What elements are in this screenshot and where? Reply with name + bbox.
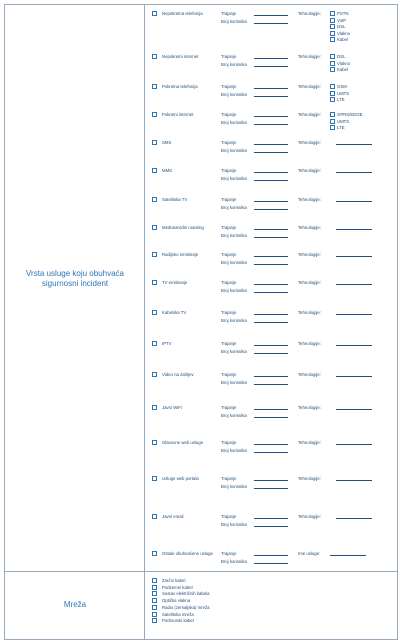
service-row	[148, 252, 394, 274]
technology-option: Vlakno	[337, 30, 351, 36]
technologies-label: Tehnologije:	[298, 225, 321, 230]
service-row	[148, 54, 394, 76]
service-checkbox[interactable]	[152, 405, 157, 410]
service-name: TV emitiranje	[162, 280, 188, 285]
service-row	[148, 112, 394, 134]
technology-option: Vlakno	[337, 60, 351, 66]
user-count-field[interactable]	[254, 292, 288, 293]
technologies-label: Tehnologije:	[298, 280, 321, 285]
service-checkbox[interactable]	[152, 551, 157, 556]
technology-checkbox[interactable]	[330, 119, 335, 124]
user-count-field[interactable]	[254, 124, 288, 125]
service-name-label: Ime usluge:	[298, 551, 321, 556]
technologies-field[interactable]	[336, 201, 372, 202]
duration-field[interactable]	[254, 172, 288, 173]
technology-checkbox[interactable]	[330, 125, 335, 130]
duration-label: Trajanje	[221, 372, 237, 377]
service-name: Usluge web portala	[162, 476, 199, 481]
technology-option: PSTN	[337, 11, 349, 16]
user-count-label: Broj korisnika	[221, 349, 247, 354]
network-option: Zračni kabel	[162, 578, 186, 583]
service-checkbox[interactable]	[152, 341, 157, 346]
user-count-field[interactable]	[254, 96, 288, 97]
service-row	[148, 405, 394, 427]
column-divider	[144, 4, 145, 640]
service-row	[148, 310, 394, 332]
duration-label: Trajanje	[221, 551, 237, 556]
user-count-label: Broj korisnika	[221, 233, 247, 238]
network-label: Mreža	[63, 600, 87, 609]
user-count-field[interactable]	[254, 417, 288, 418]
technologies-label: Tehnologije:	[298, 84, 321, 89]
user-count-field[interactable]	[254, 384, 288, 385]
network-option: Radio (zemaljska) mreža	[162, 604, 210, 610]
duration-field[interactable]	[254, 88, 288, 89]
duration-label: Trajanje	[221, 440, 237, 445]
service-row	[148, 84, 394, 106]
technology-checkbox[interactable]	[330, 84, 335, 89]
network-option: Podzemni kabel	[162, 584, 193, 590]
user-count-label: Broj korisnika	[221, 318, 247, 323]
service-name: Međunarodni roaming	[162, 225, 204, 230]
network-checkbox[interactable]	[152, 618, 157, 623]
technologies-field[interactable]	[336, 314, 372, 315]
service-checkbox[interactable]	[152, 252, 157, 257]
technologies-label: Tehnologije:	[298, 54, 321, 59]
network-checkbox[interactable]	[152, 598, 157, 603]
technology-option: UMTS	[337, 118, 350, 124]
network-checkbox[interactable]	[152, 578, 157, 583]
service-checkbox[interactable]	[152, 476, 157, 481]
duration-field[interactable]	[254, 284, 288, 285]
technologies-label: Tehnologije:	[298, 372, 321, 377]
service-checkbox[interactable]	[152, 440, 157, 445]
network-checkbox[interactable]	[152, 612, 157, 617]
service-row	[148, 372, 394, 394]
user-count-label: Broj korisnika	[221, 62, 247, 67]
user-count-label: Broj korisnika	[221, 288, 247, 293]
technology-checkbox[interactable]	[330, 112, 335, 117]
technology-checkbox[interactable]	[330, 54, 335, 59]
user-count-label: Broj korisnika	[221, 205, 247, 210]
technologies-label: Tehnologije:	[298, 341, 321, 346]
technology-option: UMTS	[337, 90, 350, 96]
user-count-label: Broj korisnika	[221, 92, 247, 97]
service-checkbox[interactable]	[152, 168, 157, 173]
duration-field[interactable]	[254, 15, 288, 16]
technologies-field[interactable]	[336, 376, 372, 377]
network-checkbox[interactable]	[152, 605, 157, 610]
technologies-field[interactable]	[336, 172, 372, 173]
user-count-field[interactable]	[254, 66, 288, 67]
network-option: Sustav električnih kabela	[162, 591, 210, 597]
service-checkbox[interactable]	[152, 54, 157, 59]
duration-field[interactable]	[254, 144, 288, 145]
service-checkbox[interactable]	[152, 225, 157, 230]
technology-checkbox[interactable]	[330, 91, 335, 96]
service-checkbox[interactable]	[152, 84, 157, 89]
service-type-label: Vrsta usluge koju obuhvaća sigurnosni incident	[26, 269, 124, 288]
network-option: Satelitska mreža	[162, 611, 194, 617]
service-name-field[interactable]	[330, 555, 366, 556]
service-row	[148, 168, 394, 190]
service-row	[148, 225, 394, 247]
service-name: Radijsko emitiranje	[162, 252, 199, 257]
service-name: Nepokretni internet	[162, 54, 199, 59]
technology-checkbox[interactable]	[330, 97, 335, 102]
user-count-field[interactable]	[254, 526, 288, 527]
technology-option: Kabel	[337, 67, 348, 72]
service-checkbox[interactable]	[152, 140, 157, 145]
service-row	[148, 514, 394, 536]
service-name: Javni email	[162, 514, 184, 519]
service-checkbox[interactable]	[152, 310, 157, 315]
technologies-label: Tehnologije:	[298, 252, 321, 257]
service-name: Ostale obuhvaćene usluge	[162, 551, 213, 556]
technologies-label: Tehnologije:	[298, 514, 321, 519]
user-count-field[interactable]	[254, 180, 288, 181]
user-count-field[interactable]	[254, 152, 288, 153]
duration-label: Trajanje	[221, 252, 237, 257]
technologies-label: Tehnologije:	[298, 476, 321, 481]
duration-label: Trajanje	[221, 54, 237, 59]
user-count-label: Broj korisnika	[221, 148, 247, 153]
user-count-field[interactable]	[254, 353, 288, 354]
technologies-field[interactable]	[336, 480, 372, 481]
network-option: Optička vlakna	[162, 598, 191, 604]
user-count-field[interactable]	[254, 209, 288, 210]
technologies-field[interactable]	[336, 345, 372, 346]
service-name: Pokretna telefonija	[162, 84, 198, 89]
user-count-label: Broj korisnika	[221, 484, 247, 489]
technology-checkbox[interactable]	[330, 31, 335, 36]
service-name: Glasovne web usluge	[162, 440, 204, 445]
duration-field[interactable]	[254, 256, 288, 257]
technology-checkbox[interactable]	[330, 61, 335, 66]
technologies-label: Tehnologije:	[298, 11, 321, 16]
service-checkbox[interactable]	[152, 280, 157, 285]
user-count-label: Broj korisnika	[221, 448, 247, 453]
technologies-label: Tehnologije:	[298, 405, 321, 410]
user-count-label: Broj korisnika	[221, 19, 247, 24]
user-count-label: Broj korisnika	[221, 559, 247, 564]
technologies-field[interactable]	[336, 256, 372, 257]
duration-field[interactable]	[254, 201, 288, 202]
user-count-field[interactable]	[254, 264, 288, 265]
user-count-field[interactable]	[254, 488, 288, 489]
service-checkbox[interactable]	[152, 372, 157, 377]
service-checkbox[interactable]	[152, 197, 157, 202]
technology-checkbox[interactable]	[330, 37, 335, 42]
service-name: Javni WiFi	[162, 405, 182, 410]
duration-label: Trajanje	[221, 310, 237, 315]
technologies-field[interactable]	[336, 284, 372, 285]
service-name: Pokretni internet	[162, 112, 194, 117]
duration-label: Trajanje	[221, 112, 237, 117]
duration-field[interactable]	[254, 555, 288, 556]
technology-option: GPRS/EDGE	[337, 112, 363, 117]
duration-label: Trajanje	[221, 84, 237, 89]
technology-option: Kabel	[337, 37, 348, 42]
duration-label: Trajanje	[221, 197, 237, 202]
duration-field[interactable]	[254, 376, 288, 377]
service-name: MMS	[162, 168, 173, 173]
technology-checkbox[interactable]	[330, 67, 335, 72]
technology-option: DSL	[337, 54, 346, 59]
technologies-field[interactable]	[336, 444, 372, 445]
duration-label: Trajanje	[221, 405, 237, 410]
technologies-label: Tehnologije:	[298, 140, 321, 145]
service-row	[148, 280, 394, 302]
duration-field[interactable]	[254, 480, 288, 481]
duration-field[interactable]	[254, 58, 288, 59]
service-checkbox[interactable]	[152, 514, 157, 519]
technologies-label: Tehnologije:	[298, 168, 321, 173]
service-checkbox[interactable]	[152, 11, 157, 16]
user-count-label: Broj korisnika	[221, 413, 247, 418]
service-name: Satelitska TV	[162, 197, 188, 202]
duration-label: Trajanje	[221, 280, 237, 285]
duration-field[interactable]	[254, 314, 288, 315]
duration-label: Trajanje	[221, 341, 237, 346]
network-option: Podmorski kabel	[162, 618, 194, 624]
service-row	[148, 440, 394, 462]
technologies-field[interactable]	[336, 518, 372, 519]
service-name: SMS	[162, 140, 172, 145]
network-checkbox[interactable]	[152, 591, 157, 596]
duration-label: Trajanje	[221, 168, 237, 173]
user-count-field[interactable]	[254, 563, 288, 564]
service-row	[148, 551, 394, 573]
duration-label: Trajanje	[221, 225, 237, 230]
technology-checkbox[interactable]	[330, 24, 335, 29]
service-row	[148, 11, 394, 42]
technology-option: GSM	[337, 84, 347, 89]
service-name: Video na zahtjev	[162, 372, 194, 377]
duration-field[interactable]	[254, 444, 288, 445]
technology-checkbox[interactable]	[330, 18, 335, 23]
technologies-label: Tehnologije:	[298, 310, 321, 315]
duration-label: Trajanje	[221, 11, 237, 16]
network-checkbox[interactable]	[152, 585, 157, 590]
user-count-field[interactable]	[254, 237, 288, 238]
technology-option: DSL	[337, 24, 346, 29]
user-count-field[interactable]	[254, 452, 288, 453]
user-count-label: Broj korisnika	[221, 176, 247, 181]
service-name: Nepokretna telefonija	[162, 11, 203, 16]
duration-label: Trajanje	[221, 476, 237, 481]
duration-label: Trajanje	[221, 514, 237, 519]
service-row	[148, 476, 394, 498]
user-count-label: Broj korisnika	[221, 522, 247, 527]
technology-option: VoIP	[337, 17, 347, 23]
technology-checkbox[interactable]	[330, 11, 335, 16]
duration-field[interactable]	[254, 229, 288, 230]
duration-field[interactable]	[254, 345, 288, 346]
user-count-field[interactable]	[254, 23, 288, 24]
technology-option: LTE	[337, 125, 345, 130]
service-name: IPTV	[162, 341, 172, 346]
duration-field[interactable]	[254, 116, 288, 117]
technology-option: LTE	[337, 97, 345, 102]
service-name: Kabelska TV	[162, 310, 187, 315]
user-count-label: Broj korisnika	[221, 380, 247, 385]
service-checkbox[interactable]	[152, 112, 157, 117]
user-count-label: Broj korisnika	[221, 120, 247, 125]
user-count-field[interactable]	[254, 322, 288, 323]
technologies-field[interactable]	[336, 229, 372, 230]
service-row	[148, 140, 394, 162]
duration-field[interactable]	[254, 518, 288, 519]
technologies-field[interactable]	[336, 409, 372, 410]
service-row	[148, 197, 394, 219]
duration-label: Trajanje	[221, 140, 237, 145]
technologies-label: Tehnologije:	[298, 440, 321, 445]
technologies-label: Tehnologije:	[298, 197, 321, 202]
technologies-label: Tehnologije:	[298, 112, 321, 117]
technologies-field[interactable]	[336, 144, 372, 145]
user-count-label: Broj korisnika	[221, 260, 247, 265]
service-row	[148, 341, 394, 363]
duration-field[interactable]	[254, 409, 288, 410]
